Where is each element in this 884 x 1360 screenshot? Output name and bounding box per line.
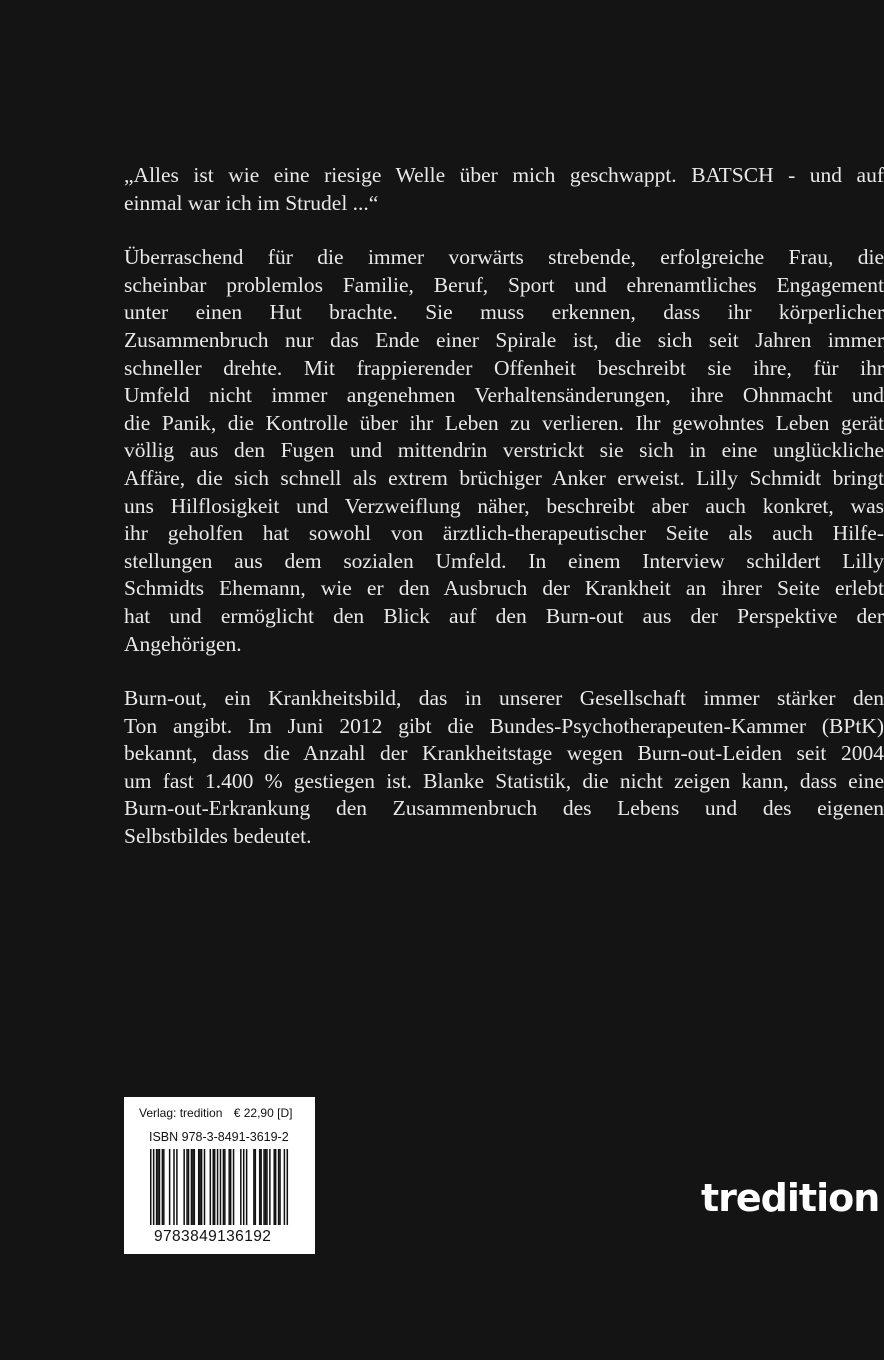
barcode-digits: 9783849136192	[154, 1228, 272, 1245]
paragraph-line: völlig aus den Fugen und mittendrin verstrickt sie sich in eine unglückliche	[124, 438, 884, 463]
barcode-bar	[269, 1149, 271, 1225]
quote-line: „Alles ist wie eine riesige Welle über mich geschwappt. BATSCH - und auf	[124, 163, 884, 187]
barcode-bar	[259, 1149, 261, 1225]
paragraph-line: stellungen aus dem sozialen Umfeld. In einem Interview schildert Lilly	[124, 548, 884, 573]
barcode-bar	[230, 1149, 232, 1225]
quote-line: einmal war ich im Strudel ...“	[124, 190, 379, 215]
barcode-bar	[284, 1149, 286, 1225]
paragraph-line: uns Hilflosigkeit und Verzweiflung näher, beschreibt aber auch konkret, was	[124, 493, 884, 518]
barcode-bar	[199, 1149, 201, 1225]
barcode-bar	[150, 1149, 152, 1225]
barcode-bar	[223, 1149, 225, 1225]
description-paragraph	[124, 244, 884, 658]
paragraph-line: Burn-out, ein Krankheitsbild, das in unserer Gesellschaft immer stärker den	[124, 686, 884, 711]
paragraph-line: Schmidts Ehemann, wie er den Ausbruch der Krankheit an ihrer Seite erlebt	[124, 576, 884, 601]
barcode-bar	[153, 1149, 155, 1225]
barcode-bar	[253, 1149, 255, 1225]
paragraph-line: Affäre, die sich schnell als extrem brüchiger Anker erweist. Lilly Schmidt bringt	[124, 465, 884, 490]
paragraph-line: hat und ermöglicht den Blick auf den Burn-out aus der Perspektive der	[124, 603, 884, 628]
blurb-text	[124, 162, 884, 851]
barcode-bar	[265, 1149, 267, 1225]
paragraph-line: Selbstbildes bedeutet.	[124, 824, 312, 849]
paragraph-line: Zusammenbruch nur das Ende einer Spirale ist, die sich seit Jahren immer	[124, 327, 884, 352]
barcode-bar	[169, 1149, 171, 1225]
paragraph-line: schneller drehte. Mit frappierender Offenheit beschreibt sie ihre, für ihr	[124, 355, 884, 380]
paragraph-line: Umfeld nicht immer angenehmen Verhaltensänderungen, ihre Ohnmacht und	[124, 383, 884, 408]
barcode-bar	[220, 1149, 222, 1225]
barcode-bar	[275, 1149, 277, 1225]
barcode-bar	[183, 1149, 185, 1225]
barcode-bar	[263, 1149, 265, 1225]
barcode-bar	[192, 1149, 194, 1225]
barcode-bar	[163, 1149, 165, 1225]
barcode-bar	[186, 1149, 188, 1225]
paragraph-line: Ton angibt. Im Juni 2012 gibt die Bundes-Psychotherapeuten-Kammer (BPtK)	[124, 713, 884, 738]
barcode-bar	[157, 1149, 159, 1225]
barcode-bar	[214, 1149, 216, 1225]
barcode-bar	[156, 1149, 158, 1225]
barcode-bar	[159, 1149, 161, 1225]
barcode-bars	[150, 1149, 288, 1225]
publisher-label: Verlag: tredition	[139, 1106, 223, 1120]
publisher-price-row	[139, 1106, 300, 1120]
tredition-logo: tredition	[701, 1176, 880, 1220]
barcode-bar	[176, 1149, 178, 1225]
barcode-bar	[204, 1149, 206, 1225]
barcode-bar	[188, 1149, 190, 1225]
barcode-bar	[246, 1149, 248, 1225]
barcode-bar	[240, 1149, 242, 1225]
barcode-bar	[273, 1149, 275, 1225]
paragraph-line: Burn-out-Erkrankung den Zusammenbruch des Lebens und des eigenen	[124, 796, 884, 821]
paragraph-line: bekannt, dass die Anzahl der Krankheitstage wegen Burn-out-Leiden seit 2004	[124, 741, 884, 766]
quote-paragraph	[124, 162, 884, 217]
barcode-bar	[260, 1149, 262, 1225]
paragraph-line: Angehörigen.	[124, 631, 242, 656]
price-label: € 22,90 [D]	[233, 1106, 293, 1120]
barcode-bar	[191, 1149, 193, 1225]
barcode-bar	[255, 1149, 257, 1225]
barcode-bar	[243, 1149, 245, 1225]
paragraph-line: um fast 1.400 % gestiegen ist. Blanke Statistik, die nicht zeigen kann, dass eine	[124, 768, 884, 793]
barcode-bar	[233, 1149, 235, 1225]
paragraph-line: Überraschend für die immer vorwärts strebende, erfolgreiche Frau, die	[124, 245, 884, 270]
paragraph-line: scheinbar problemlos Familie, Beruf, Sport und ehrenamtliches Engagement	[124, 272, 884, 297]
isbn-barcode-label	[124, 1097, 315, 1254]
barcode-bar	[217, 1149, 219, 1225]
barcode-bar	[224, 1149, 226, 1225]
barcode-bar	[198, 1149, 200, 1225]
barcode-bar	[210, 1149, 212, 1225]
paragraph-line: die Panik, die Kontrolle über ihr Leben zu verlieren. Ihr gewohntes Leben gerät	[124, 410, 884, 435]
barcode-bar	[266, 1149, 268, 1225]
barcode-bar	[278, 1149, 280, 1225]
barcode-bar	[201, 1149, 203, 1225]
barcode-bar	[194, 1149, 196, 1225]
barcode-bar	[287, 1149, 289, 1225]
barcode-bar	[279, 1149, 281, 1225]
statistics-paragraph	[124, 685, 884, 851]
barcode-bar	[228, 1149, 230, 1225]
paragraph-line: ihr geholfen hat sowohl von ärztlich-therapeutischer Seite als auch Hilfe-	[124, 521, 884, 546]
isbn-label: ISBN 978-3-8491-3619-2	[149, 1130, 289, 1144]
barcode-bar	[162, 1149, 164, 1225]
paragraph-line: unter einen Hut brachte. Sie muss erkennen, dass ihr körperlicher	[124, 300, 884, 325]
barcode-bar	[212, 1149, 214, 1225]
barcode-bar	[173, 1149, 175, 1225]
